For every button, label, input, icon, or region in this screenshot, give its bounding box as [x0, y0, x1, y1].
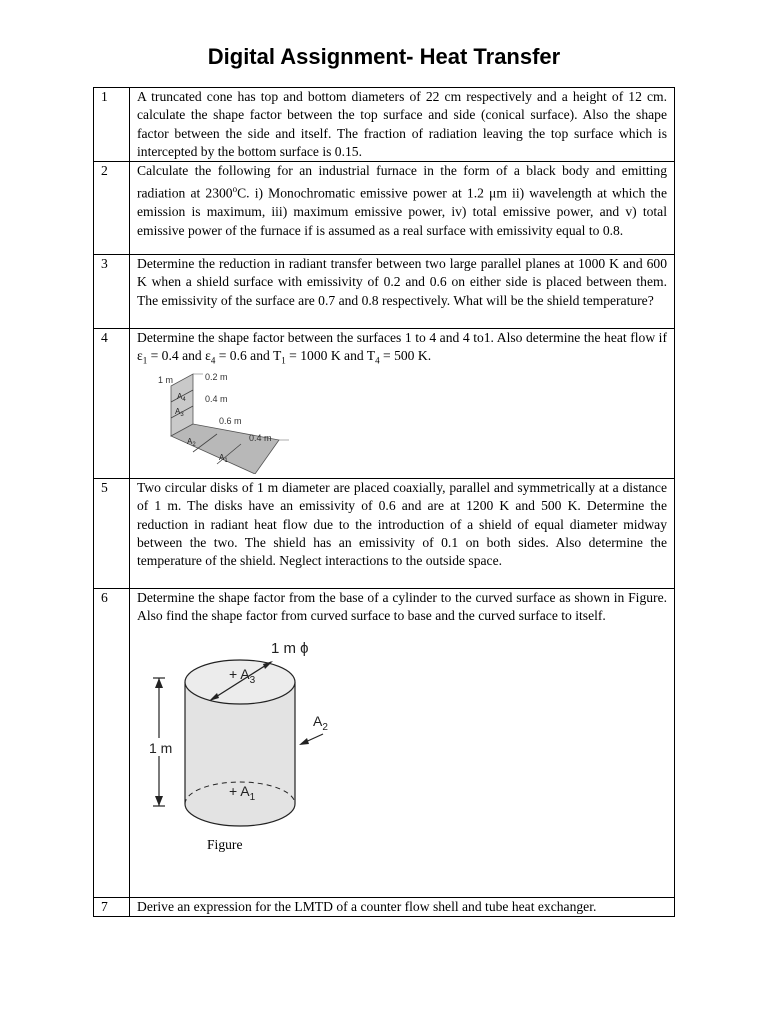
cylinder-figure — [137, 634, 357, 856]
label-height: 1 m — [149, 739, 173, 756]
question-number: 4 — [94, 329, 130, 479]
table-row — [94, 329, 675, 479]
question-text: Two circular disks of 1 m diameter are placed coaxially, parallel and symmetrically at a distance of 1 m. The disks have an emissivity of 0.6 and are at 1200 K and 500 K. Determine the reduction in radiant heat flow due to the introduction of a shield of equal diameter midway between the two. The shield has an emissivity of 0.1 on both sides. Also determine the temperature of the shield. Neglect interactions to the outside space. — [130, 479, 675, 589]
label-0.4m-floor: 0.4 m — [249, 432, 272, 443]
label-a3: $A_3$ — [175, 406, 184, 418]
label-diameter: 1 m ϕ — [271, 639, 309, 657]
label-a1: + $A_1$ — [229, 782, 256, 803]
page-title: Digital Assignment- Heat Transfer — [207, 44, 561, 69]
question-text: A truncated cone has top and bottom diameters of 22 cm respectively and a height of 12 cm. calculate the shape factor between the top surface and side (conical surface). Also the shape factor between the side and itself. The fraction of radiation leaving the top surface which is intercepted by the bottom surface is 0.15. — [130, 88, 675, 162]
table-row — [94, 162, 675, 255]
question-number: 7 — [94, 898, 130, 917]
question-number: 5 — [94, 479, 130, 589]
question-text: Calculate the following for an industrial furnace in the form of a black body and emitting radiation at 2300$^o$C. i) Monochromatic emissive power at 1.2 μm ii) wavelength at which the emission is maximum, iii) maximum emissive power, iv) total emissive power, and v) total emissive power of the furnace if is assumed as a real surface with emissivity equal to 0.8. — [130, 162, 675, 255]
table-row — [94, 479, 675, 589]
question-number: 3 — [94, 255, 130, 329]
table-row — [94, 255, 675, 329]
table-row — [94, 589, 675, 898]
label-a4: $A_4$ — [177, 391, 186, 403]
question-text: Derive an expression for the LMTD of a counter flow shell and tube heat exchanger. — [130, 898, 675, 917]
label-a3: + $A_3$ — [229, 665, 256, 686]
label-1m: 1 m — [158, 374, 174, 385]
question-text: Determine the shape factor between the surfaces 1 to 4 and 4 to1. Also determine the heat flow if $\varepsilon_1 = 0.4$ and $\varepsilon_4 = 0.6$ and $T_1 = 1000$ K and $T_4 = 500$ K. 1 m 0.2 m 0.4 m 0.6 m 0.4 m $A_4$ $A_3$ $A_2$ $A_1$ — [130, 329, 675, 479]
label-a2: $A_2$ — [313, 712, 328, 733]
label-0.6m: 0.6 m — [219, 415, 242, 426]
surfaces-figure — [157, 372, 307, 474]
question-number: 1 — [94, 88, 130, 162]
figure-caption: Figure — [207, 836, 243, 852]
question-number: 6 — [94, 589, 130, 898]
question-text: Determine the reduction in radiant transfer between two large parallel planes at 1000 K and 600 K when a shield surface with emissivity of 0.2 and 0.6 on either side is placed between them. The emissivity of the surface are 0.7 and 0.8 respectively. What will be the shield temperature? — [130, 255, 675, 329]
question-text: Determine the shape factor from the base of a cylinder to the curved surface as shown in Figure. Also find the shape factor from curved surface to base and the curved surface to itself. 1 m ϕ 1 m + $A_3$ $A_2$ + $A_1$ Figure — [130, 589, 675, 898]
table-row — [94, 88, 675, 162]
question-number: 2 — [94, 162, 130, 255]
label-a1: $A_1$ — [219, 452, 228, 464]
questions-table — [93, 87, 675, 917]
label-a2: $A_2$ — [187, 436, 196, 448]
label-0.2m: 0.2 m — [205, 371, 228, 382]
table-row — [94, 898, 675, 917]
label-0.4m: 0.4 m — [205, 393, 228, 404]
